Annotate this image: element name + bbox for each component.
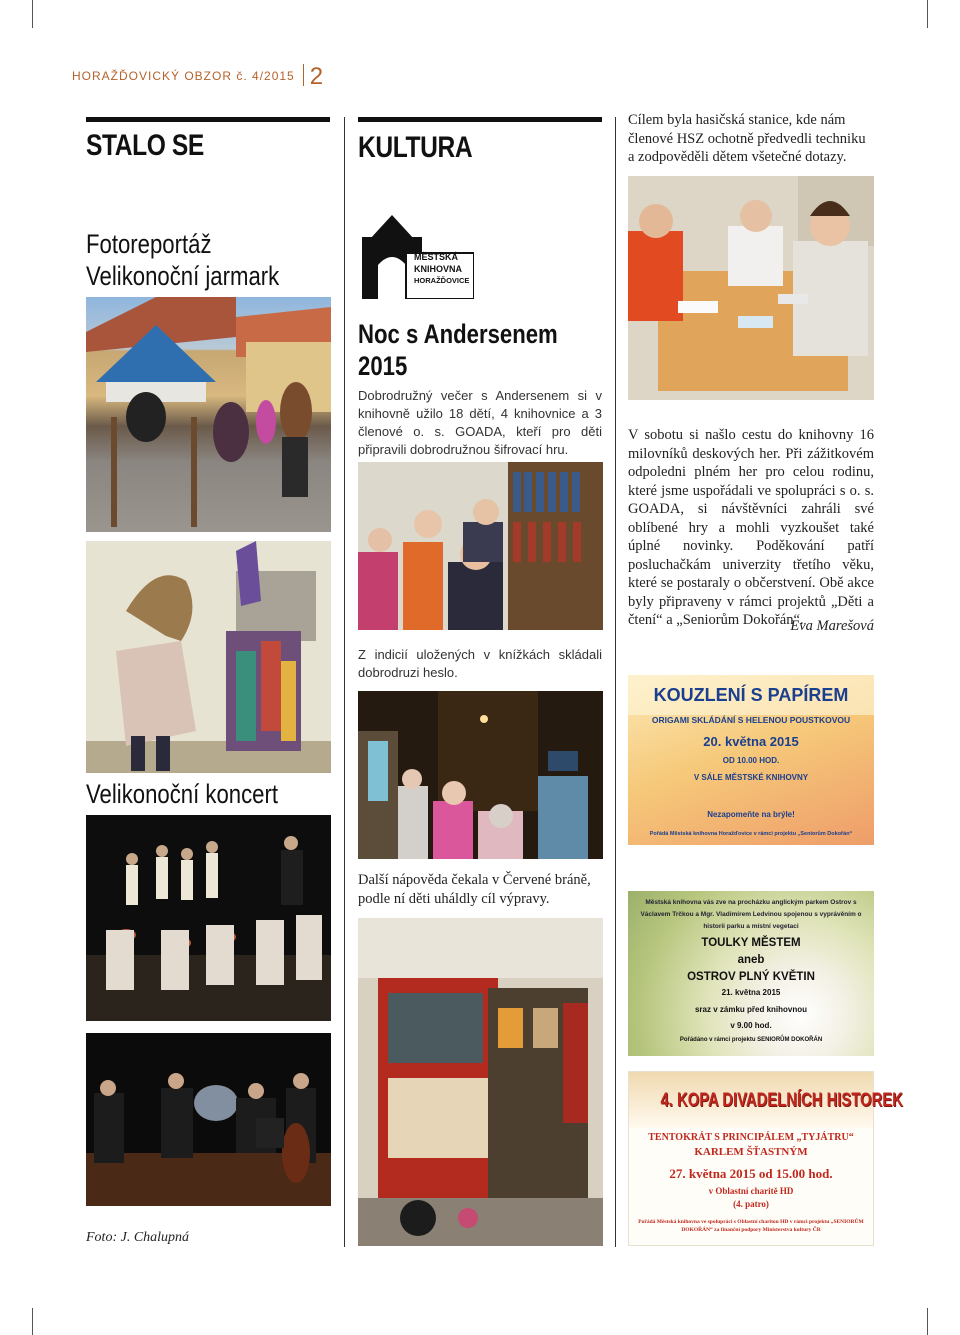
photo-night-gate: [358, 691, 603, 859]
poster-kopa-floor: (4. patro): [733, 1199, 769, 1209]
article-author: Eva Marešová: [790, 618, 874, 634]
poster-toulky-intro: Městská knihovna vás zve na procházku anglickým parkem Ostrov s Václavem Trčkou a Mgr. Vladimírem Ledvinou spojenou s vyprávěním o historii parku a místní vegetaci: [640, 899, 862, 930]
article-intro: Dobrodružný večer s Andersenem si v knihovně užilo 18 dětí, 4 knihovnice a 3 členové o. s. GOADA, kteří pro děti připravili dobrodružnou šifrovací hru.: [358, 388, 602, 457]
poster-kouzleni-place: V SÁLE MĚSTSKÉ KNIHOVNY: [693, 773, 809, 782]
poster-toulky-place: sraz v zámku před knihovnou: [694, 1005, 808, 1014]
photo-credit: Foto: J. Chalupná: [86, 1230, 190, 1245]
page-number: 2: [309, 63, 325, 90]
logo-text: [414, 251, 469, 287]
poster-toulky-time: v 9.00 hod.: [730, 1021, 772, 1030]
fire-station-text: Cílem byla hasičská stanice, kde nám členové HSZ ochotně předvedli techniku a zodpověděli dětem všetečné dotazy.: [628, 112, 866, 165]
fotoreportaz-title-line1: Fotoreportáž: [86, 229, 212, 259]
photo-board-games: [628, 176, 874, 400]
koncert-title: Velikonoční koncert: [86, 779, 278, 809]
poster-kopa-organizer: Pořádá Městská knihovna ve spolupráci s Oblastní charitou HD v rámci projektu „SENIORŮM DOKOŘÁN“ za finanční podpory Ministerstva kultury ČR: [638, 1219, 864, 1233]
logo-line3: HORAŽĎOVICE: [414, 276, 470, 285]
article-title-line2: 2015: [358, 351, 408, 381]
poster-toulky-title2: aneb: [737, 954, 765, 966]
library-logo: [358, 213, 474, 299]
photo-library-kids: [358, 462, 603, 630]
crop-mark: [32, 0, 33, 28]
crop-mark: [927, 1308, 928, 1335]
poster-kouzleni-note: Nezapomeňte na brýle!: [707, 810, 795, 819]
board-games-article: V sobotu si našlo cestu do knihovny 16 milovníků deskových her. Při zážitkovém odpoledni plném her pro celou rodinu, které jsme uspořádali ve spolupráci s o. s. GOADA, si návštěvníci zahráli své oblíbené hry a mohli vyzkoušet také úplné novinky. Poděkování patří posluchačkám univerzity třetího věku, které se postaraly o občerstvení. Obě akce byly připraveny v rámci projektů „Děti a čtení“ a „Seniorům Dokořán“.: [628, 427, 874, 628]
page-header: [72, 58, 325, 90]
photo-horse-costume: [86, 541, 331, 773]
poster-kouzleni-subtitle: ORIGAMI SKLÁDÁNÍ S HELENOU POUSTKOVOU: [651, 715, 851, 725]
fotoreportaz-title-line2: Velikonoční jarmark: [86, 261, 280, 291]
logo-line2: KNIHOVNA: [414, 264, 463, 274]
poster-toulky-organizer: Pořádáno v rámci projektu SENIORŮM DOKOŘÁN: [679, 1037, 823, 1043]
crop-mark: [32, 1308, 33, 1335]
section-bar-middle: [358, 117, 602, 122]
poster-kouzleni: [628, 675, 874, 845]
fotoreportaz-title: [86, 228, 279, 292]
poster-toulky: [628, 891, 874, 1056]
section-title-stalo-se: STALO SE: [86, 129, 204, 162]
poster-kouzleni-date: 20. května 2015: [703, 734, 799, 749]
poster-kopa-line2: KARLEM ŠŤASTNÝM: [694, 1146, 808, 1158]
poster-kopa-place: v Oblastní charitě HD: [708, 1186, 794, 1196]
caption-clues: Z indicií uložených v knížkách skládali dobrodruzi heslo.: [358, 647, 602, 680]
section-bar-left: [86, 117, 330, 122]
photo-jarmark: [86, 297, 331, 532]
photo-concert-violins: [86, 815, 331, 1021]
poster-toulky-date: 21. května 2015: [721, 988, 781, 997]
header-divider: [303, 64, 304, 86]
column-divider: [344, 117, 345, 1247]
publication-title: HORAŽĎOVICKÝ OBZOR č. 4/2015: [72, 69, 295, 83]
caption-red-gate: Další nápověda čekala v Červené bráně, podle ní děti uháldly cíl výpravy.: [358, 872, 591, 907]
section-title-kultura: KULTURA: [358, 131, 473, 164]
poster-kopa-date: 27. května 2015 od 15.00 hod.: [669, 1166, 833, 1181]
poster-toulky-title3: OSTROV PLNÝ KVĚTIN: [687, 971, 815, 983]
column-divider: [615, 117, 616, 1247]
poster-kouzleni-organizer: Pořádá Městská knihovna Horažďovice v rámci projektu „Seniorům Dokořán“: [649, 831, 853, 837]
photo-fire-station: [358, 918, 603, 1246]
article-title-line1: Noc s Andersenem: [358, 319, 558, 349]
poster-kouzleni-time: OD 10.00 HOD.: [722, 756, 780, 765]
poster-kopa-title: 4. KOPA DIVADELNÍCH HISTOREK: [660, 1090, 903, 1111]
photo-concert-quartet: [86, 1033, 331, 1206]
poster-kopa: [628, 1071, 903, 1246]
poster-kopa-line1: TENTOKRÁT S PRINCIPÁLEM „TYJÁTRU“: [648, 1132, 854, 1143]
poster-kouzleni-title: KOUZLENÍ S PAPÍREM: [653, 685, 849, 705]
crop-mark: [927, 0, 928, 28]
poster-toulky-title1: TOULKY MĚSTEM: [701, 937, 801, 949]
article-title: [358, 318, 558, 382]
logo-line1: MĚSTSKÁ: [414, 252, 459, 262]
